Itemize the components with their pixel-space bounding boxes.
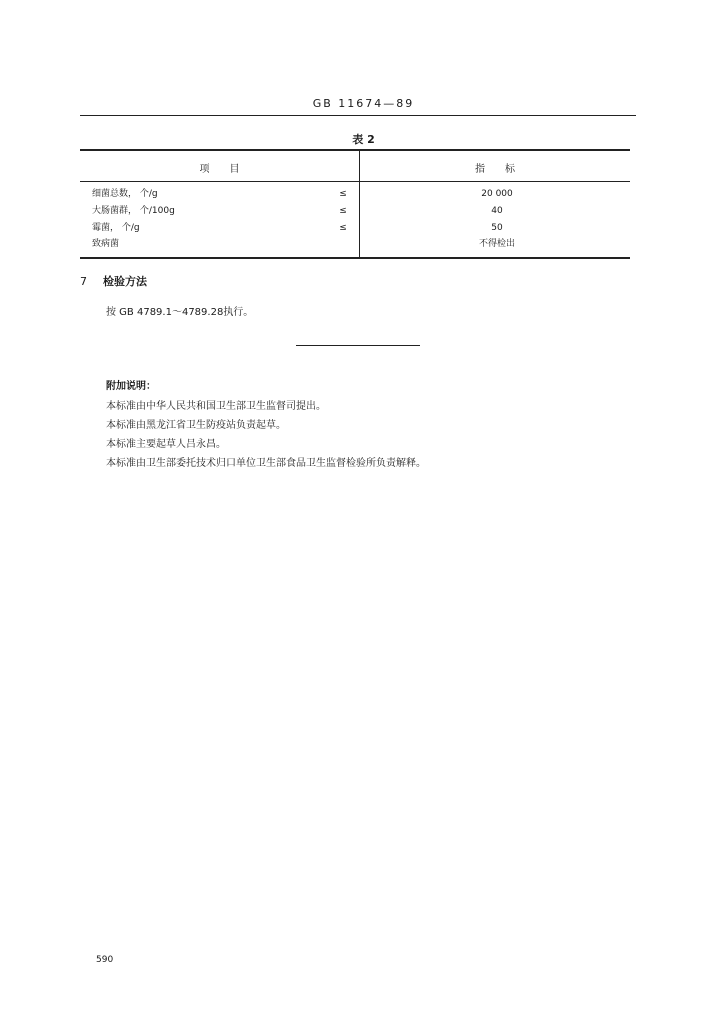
section-title: 检验方法	[103, 275, 147, 288]
page-number: 590	[96, 955, 114, 965]
table-row-operator: ≤	[339, 189, 347, 199]
table-row-operator: ≤	[339, 206, 347, 216]
note-line: 本标准主要起草人吕永昌。	[106, 439, 226, 450]
table-row-item: 细菌总数， 个/g	[92, 189, 158, 199]
note-line: 本标准由黑龙江省卫生防疫站负责起草。	[106, 420, 286, 431]
table-top-rule	[80, 149, 630, 151]
table-row-item: 大肠菌群， 个/100g	[92, 206, 175, 216]
section-heading	[80, 273, 147, 289]
table-row-value: 40	[491, 206, 503, 216]
table-row-value: 50	[491, 223, 503, 233]
table-header-rule	[80, 181, 630, 182]
table-row-value: 不得检出	[478, 239, 515, 249]
section-body: 按 GB 4789.1～4789.28执行。	[106, 307, 254, 318]
table-row-item: 致病菌	[92, 239, 120, 249]
table-row-operator: ≤	[339, 223, 347, 233]
table-row-item: 霉菌， 个/g	[92, 223, 140, 233]
section-number: 7	[80, 275, 87, 288]
end-of-text-rule	[296, 345, 420, 346]
note-line: 本标准由中华人民共和国卫生部卫生监督司提出。	[106, 401, 326, 412]
header-rule	[80, 115, 636, 116]
table-row-value: 20 000	[481, 189, 513, 199]
table-bottom-rule	[80, 257, 630, 259]
note-line: 本标准由卫生部委托技术归口单位卫生部食品卫生监督检验所负责解释。	[106, 458, 426, 469]
column-header-index: 指 标	[475, 164, 515, 175]
notes-title: 附加说明：	[106, 381, 156, 392]
document-code: GB 11674—89	[312, 97, 415, 110]
column-header-item: 项 目	[199, 164, 240, 175]
table-caption: 表 2	[352, 133, 375, 146]
